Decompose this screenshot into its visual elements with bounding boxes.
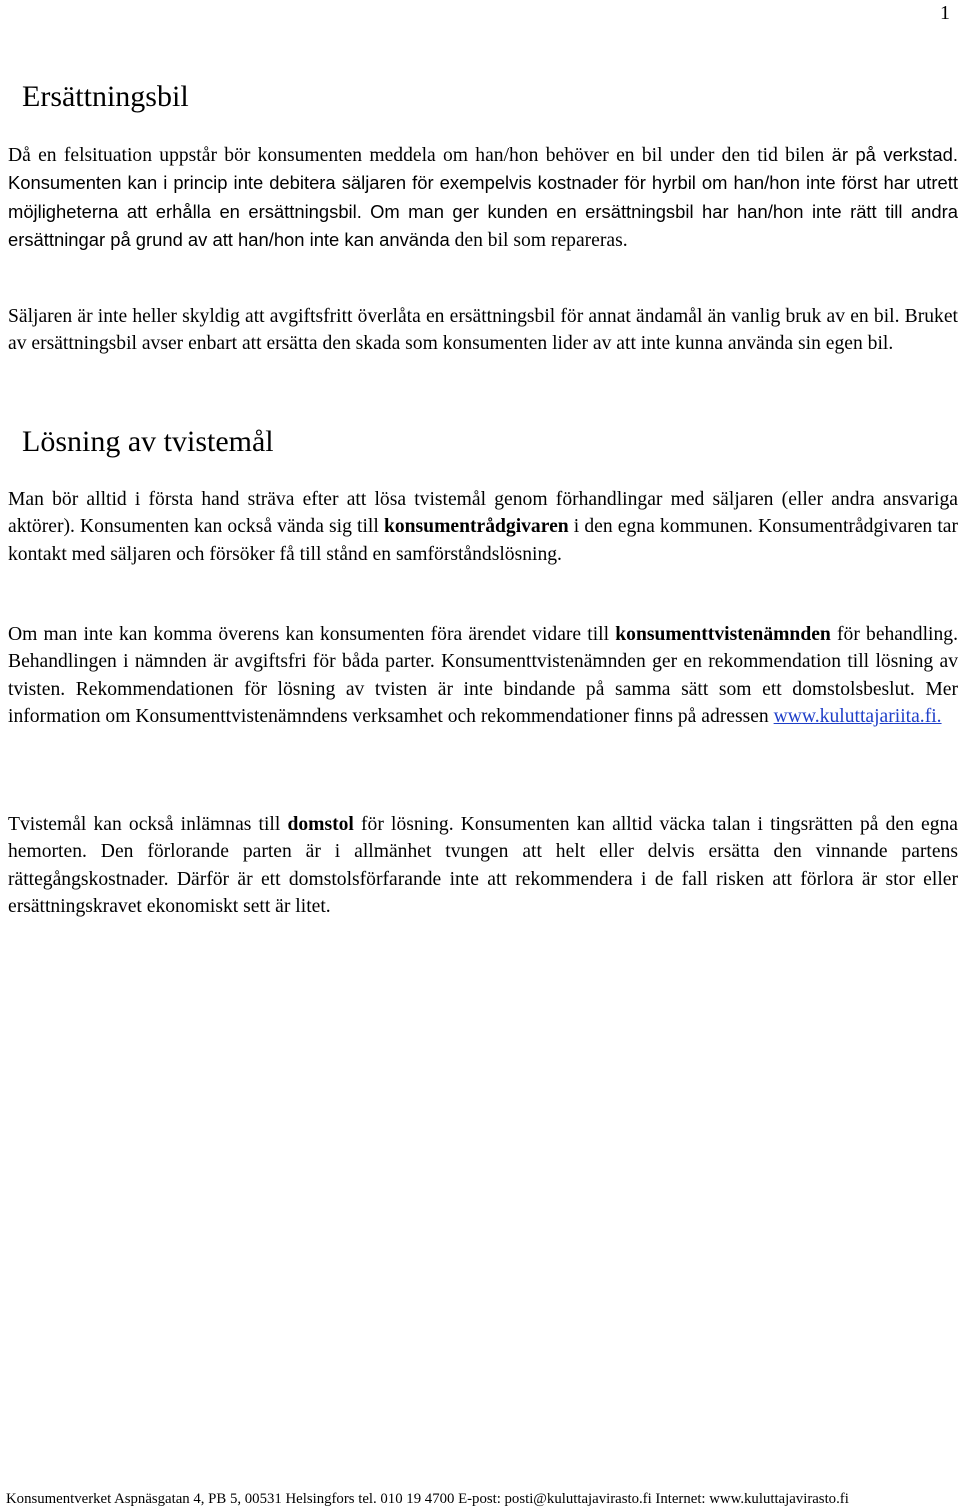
paragraph-text: för behandling. Behandlingen i nämnden är avgiftsfri för båda parter. Konsumenttvistenämnden ger en rekommendation till lösning av tvisten. Rekommendationen för lösning av tvisten är inte bindande på samma sätt som ett domstolsbeslut. Mer information om Konsumenttvistenämndens verksamhet och rekommendationer finns på adressen xyxy=(8,624,958,727)
paragraph-text-sans: är på verkstad. Konsumenten kan i princip inte debitera säljaren för exempelvis kostnader för hyrbil om han/hon inte först har utrett möjligheterna att erhålla en ersättningsbil. xyxy=(8,144,958,222)
paragraph-text: Man bör alltid i första hand sträva efter att lösa tvistemål genom förhandlingar med säljaren (eller andra ansvariga aktörer). Konsumenten kan också vända sig till xyxy=(8,489,958,538)
paragraph-ersattningsbil-2: Säljaren är inte heller skyldig att avgiftsfritt överlåta en ersättningsbil för annat ändamål än vanlig bruk av en bil. Bruket av ersättningsbil avser enbart att ersätta den skada som konsumenten lider av att inte kunna använda sin egen bil. xyxy=(8,306,958,355)
paragraph-losning-3 xyxy=(8,811,958,920)
paragraph-text-sans: Om man ger kunden en ersättningsbil har han/hon inte rätt till andra ersättningar på grund av att han/hon inte kan använda xyxy=(8,200,958,250)
page-number: 1 xyxy=(940,2,950,24)
paragraph-text: för lösning. Konsumenten kan alltid väcka talan i tingsrätten på den egna hemorten. Den förlorande parten är i allmänhet tvungen att helt eller delvis ersätta den vinnande partens rättegångskostnader. Därför är ett domstolsförfarande inte att rekommendera i de fall risken att förlora är stor eller ersättningskravet ekonomiskt sett är litet. xyxy=(8,814,958,917)
page-footer: Konsumentverket Aspnäsgatan 4, PB 5, 00531 Helsingfors tel. 010 19 4700 E-post: posti@kuluttajavirasto.fi Internet: www.kuluttajavirasto.fi xyxy=(6,1491,849,1507)
heading-losning-av-tvistemal: Lösning av tvistemål xyxy=(22,425,274,458)
paragraph-losning-1 xyxy=(8,486,958,568)
bold-term-domstol: domstol xyxy=(287,814,354,835)
paragraph-text: Tvistemål kan också inlämnas till xyxy=(8,814,281,835)
paragraph-losning-2 xyxy=(8,621,958,730)
paragraph-text: Då en felsituation uppstår bör konsumenten meddela om han/hon behöver en bil under den tid bilen xyxy=(8,145,825,166)
paragraph-text: Om man inte kan komma överens kan konsumenten föra ärendet vidare till xyxy=(8,624,610,645)
bold-term-konsumentradgivaren: konsumentrådgivaren xyxy=(383,516,569,538)
paragraph-text: i den egna kommunen. Konsumentrådgivaren tar kontakt med säljaren och försöker få till stånd en samförståndslösning. xyxy=(8,516,958,565)
link-kuluttajariita[interactable]: www.kuluttajariita.fi. xyxy=(773,705,942,727)
bold-term-konsumenttvistenamnden: konsumenttvistenämnden xyxy=(615,624,831,645)
paragraph-text: den bil som repareras. xyxy=(454,229,628,251)
paragraph-ersattningsbil-1 xyxy=(8,141,958,254)
heading-ersattningsbil: Ersättningsbil xyxy=(22,80,189,113)
